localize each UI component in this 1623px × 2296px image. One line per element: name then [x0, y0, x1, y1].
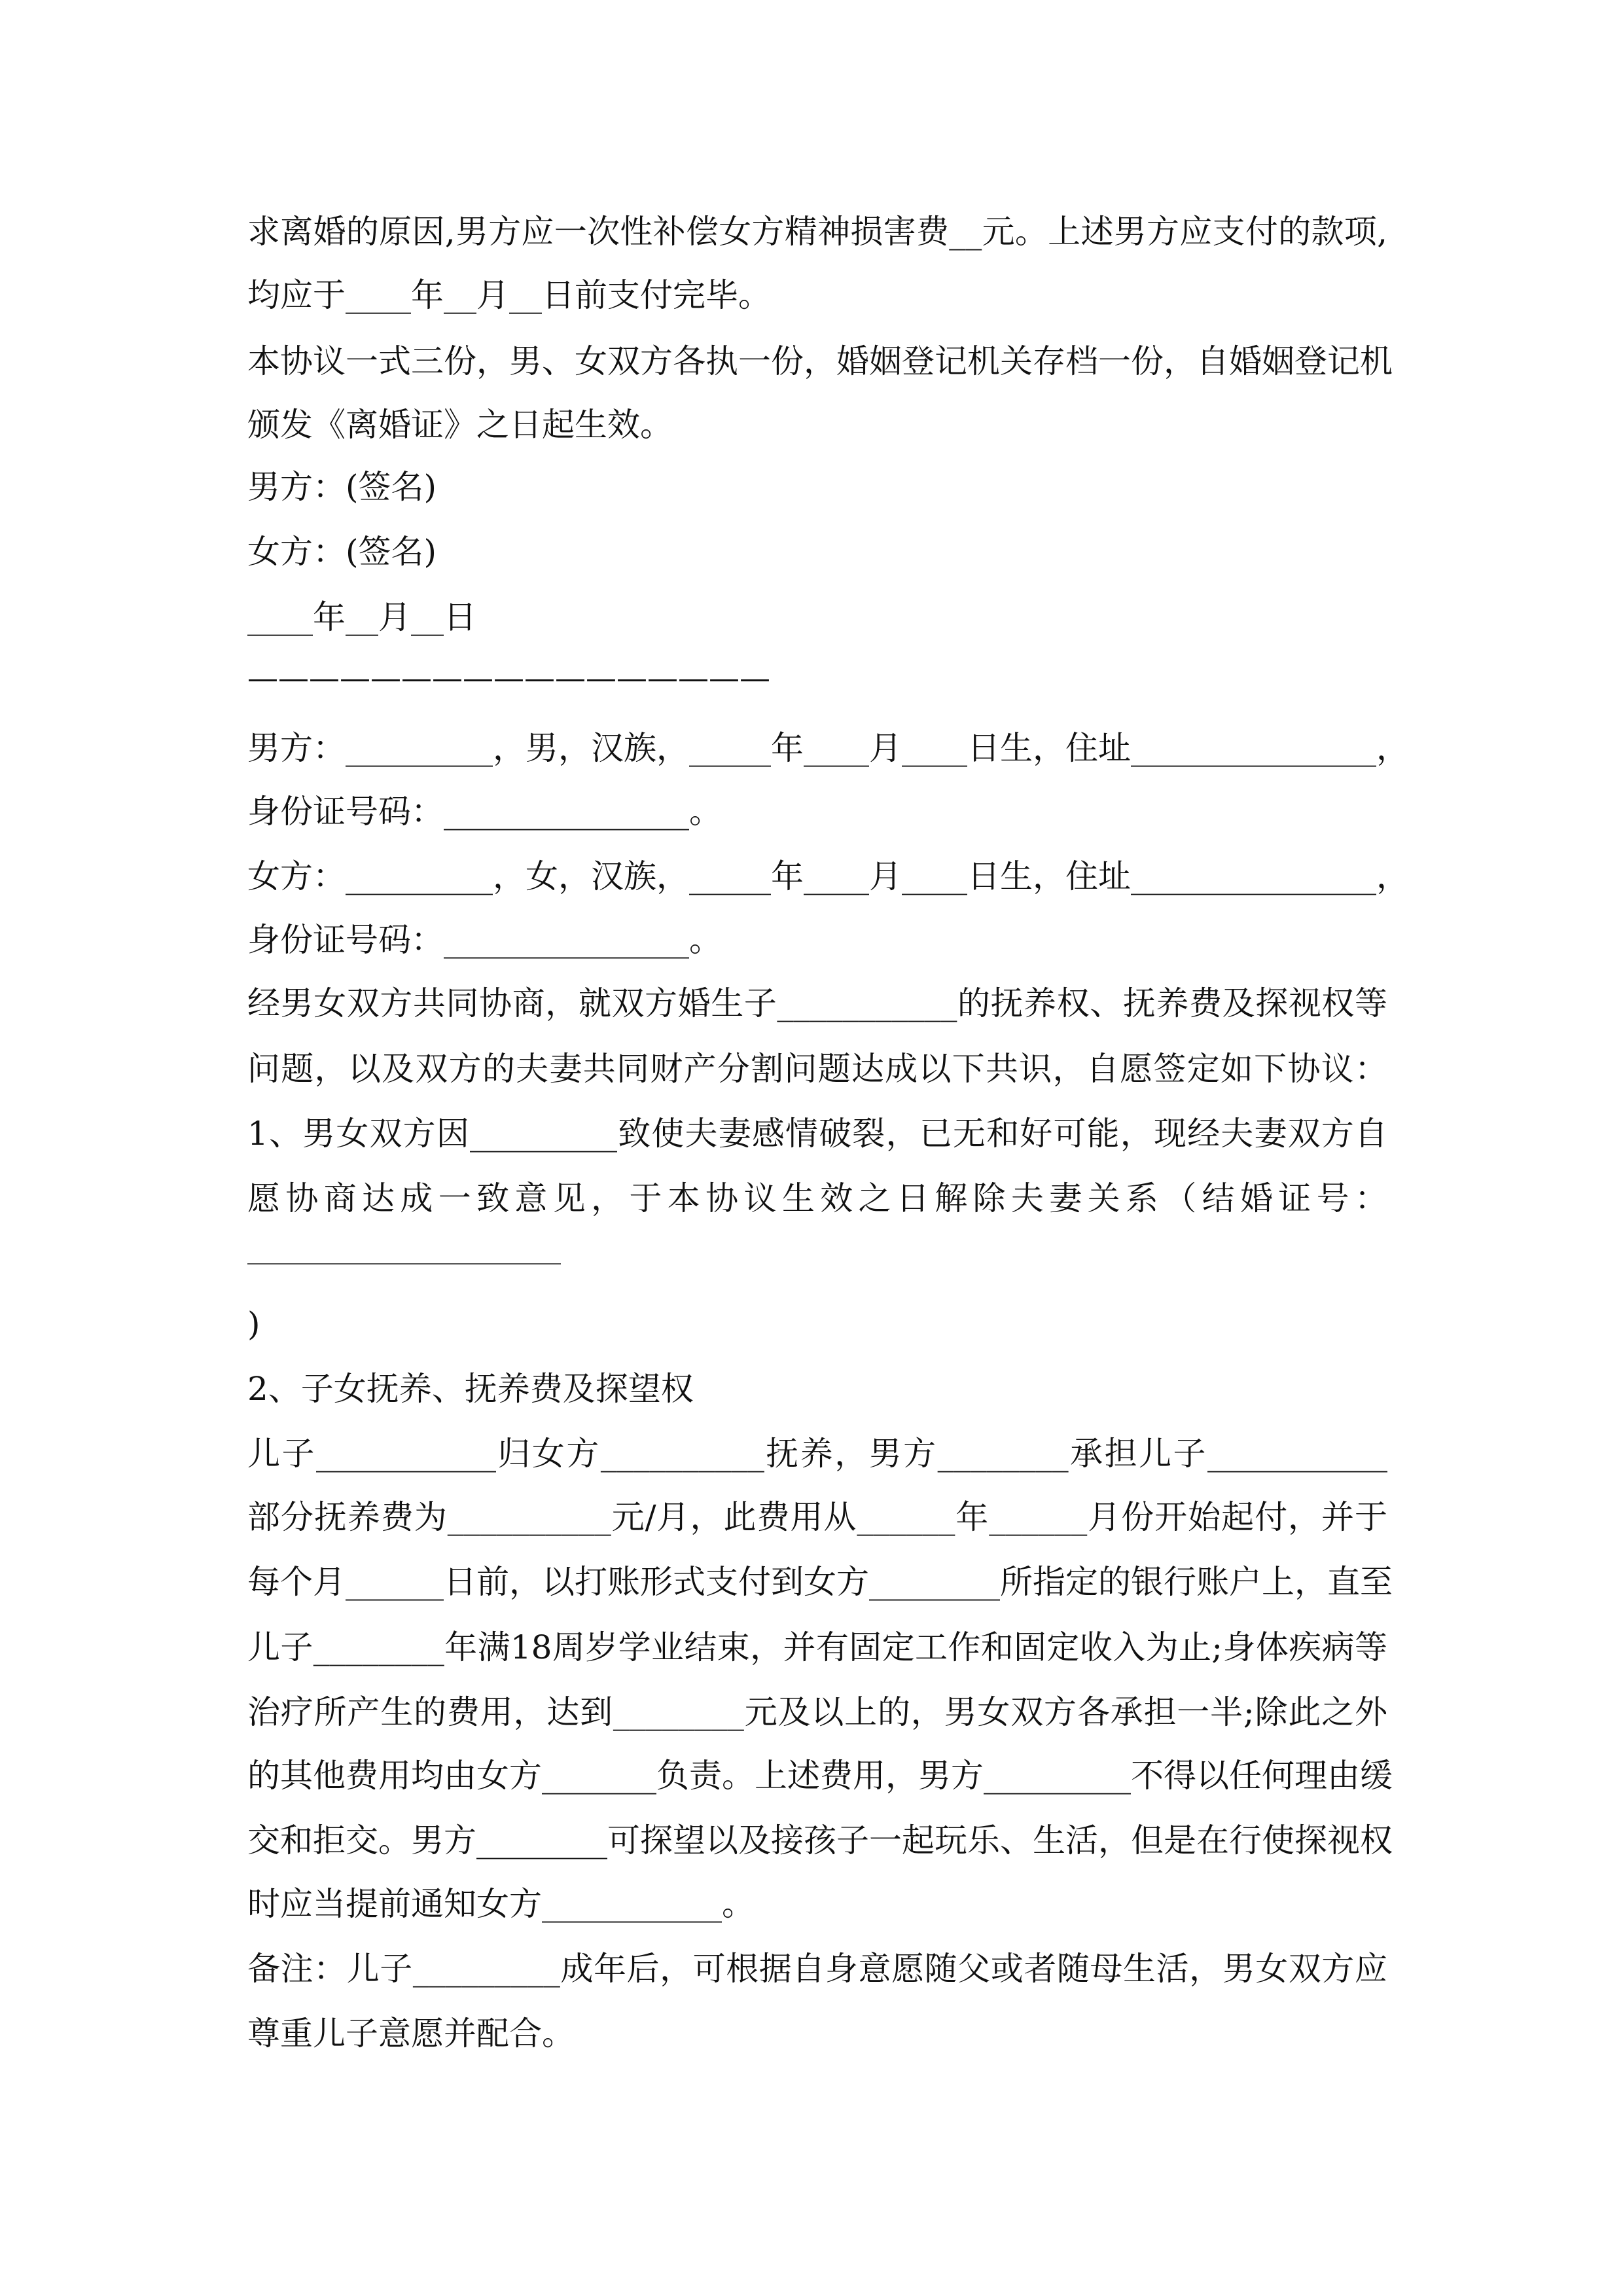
text-line: 身份证号码：_______________。 — [247, 793, 722, 831]
text-line: 时应当提前通知女方___________。 — [247, 1885, 755, 1923]
text-line: 本协议一式三份，男、女双方各执一份，婚姻登记机关存档一份，自婚姻登记机 — [247, 342, 1393, 380]
text-line: 问题，以及双方的夫妻共同财产分割问题达成以下共识，自愿签定如下协议： — [247, 1050, 1387, 1088]
text-line: 儿子________年满18周岁学业结束，并有固定工作和固定收入为止;身体疾病等 — [247, 1628, 1387, 1666]
text-line: 每个月______日前，以打账形式支付到女方________所指定的银行账户上，直至 — [247, 1563, 1393, 1601]
text-line: 备注：儿子_________成年后，可根据自身意愿随父或者随母生活，男女双方应 — [247, 1950, 1387, 1988]
text-line: 女方：(签名) — [247, 533, 437, 571]
text-line: 2、子女抚养、抚养费及探望权 — [247, 1370, 694, 1408]
text-line: 经男女双方共同协商，就双方婚生子___________的抚养权、抚养费及探视权等 — [247, 984, 1387, 1022]
section-divider: ————————————————— — [247, 660, 770, 696]
text-line: ) — [247, 1305, 260, 1343]
text-line: 1、男女双方因_________致使夫妻感情破裂，已无和好可能，现经夫妻双方自 — [247, 1115, 1387, 1153]
text-line: 的其他费用均由女方_______负责。上述费用，男方_________不得以任何理由缓 — [247, 1757, 1393, 1795]
text-line: 女方：_________，女，汉族，_____年____月____日生，住址_______________， — [247, 857, 1409, 895]
text-line: 男方：_________，男，汉族，_____年____月____日生，住址_______________， — [247, 729, 1409, 767]
text-line: 颁发《离婚证》之日起生效。 — [247, 406, 673, 444]
marriage-certificate-number-blank — [247, 1263, 561, 1265]
text-line: ____年__月__日 — [247, 598, 476, 636]
text-line: 男方：(签名) — [247, 468, 437, 506]
text-line: 均应于____年__月__日前支付完毕。 — [247, 276, 771, 314]
text-line: 治疗所产生的费用，达到________元及以上的，男女双方各承担一半;除此之外 — [247, 1693, 1387, 1731]
text-line: 尊重儿子意愿并配合。 — [247, 2015, 575, 2053]
text-line: 愿协商达成一致意见，于本协议生效之日解除夫妻关系（结婚证号： — [247, 1179, 1387, 1217]
text-line: 交和拒交。男方________可探望以及接孩子一起玩乐、生活，但是在行使探视权 — [247, 1821, 1393, 1859]
text-line: 部分抚养费为__________元/月，此费用从______年______月份开始起付，并于 — [247, 1498, 1387, 1536]
text-line: 求离婚的原因,男方应一次性补偿女方精神损害费__元。上述男方应支付的款项, — [247, 213, 1387, 251]
text-line: 身份证号码：_______________。 — [247, 921, 722, 959]
text-line: 儿子___________归女方__________抚养，男方________承担儿子___________ — [247, 1435, 1387, 1473]
